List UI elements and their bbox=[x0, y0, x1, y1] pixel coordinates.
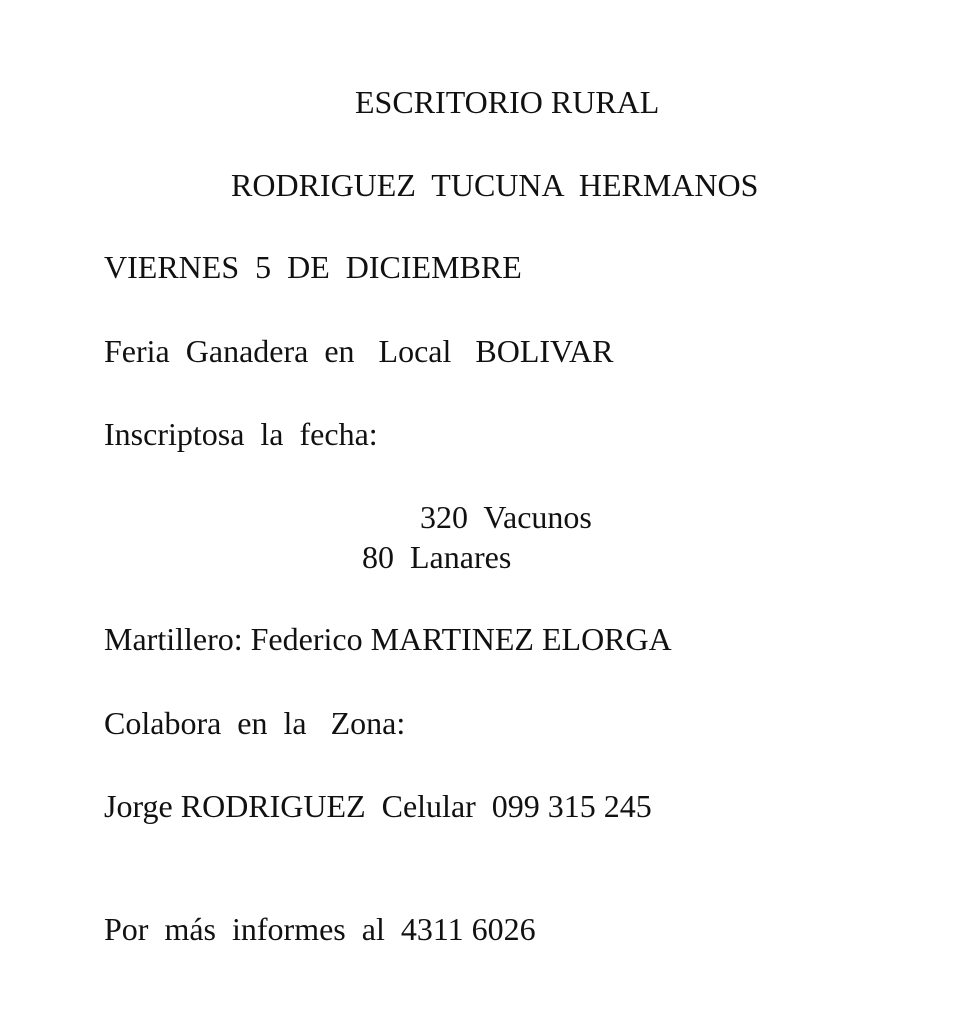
company-name: RODRIGUEZ TUCUNA HERMANOS bbox=[231, 167, 759, 203]
more-info-phone: Por más informes al 4311 6026 bbox=[104, 911, 536, 947]
contact-phone: Jorge RODRIGUEZ Celular 099 315 245 bbox=[104, 788, 652, 824]
livestock-cattle: 320 Vacunos bbox=[420, 499, 592, 535]
livestock-sheep: 80 Lanares bbox=[362, 539, 512, 575]
registered-label: Inscriptosa la fecha: bbox=[104, 416, 378, 452]
event-description: Feria Ganadera en Local BOLIVAR bbox=[104, 333, 614, 369]
auctioneer: Martillero: Federico MARTINEZ ELORGA bbox=[104, 621, 672, 657]
document-title: ESCRITORIO RURAL bbox=[355, 84, 660, 120]
zone-collaborator-label: Colabora en la Zona: bbox=[104, 705, 406, 741]
event-date: VIERNES 5 DE DICIEMBRE bbox=[104, 249, 522, 285]
